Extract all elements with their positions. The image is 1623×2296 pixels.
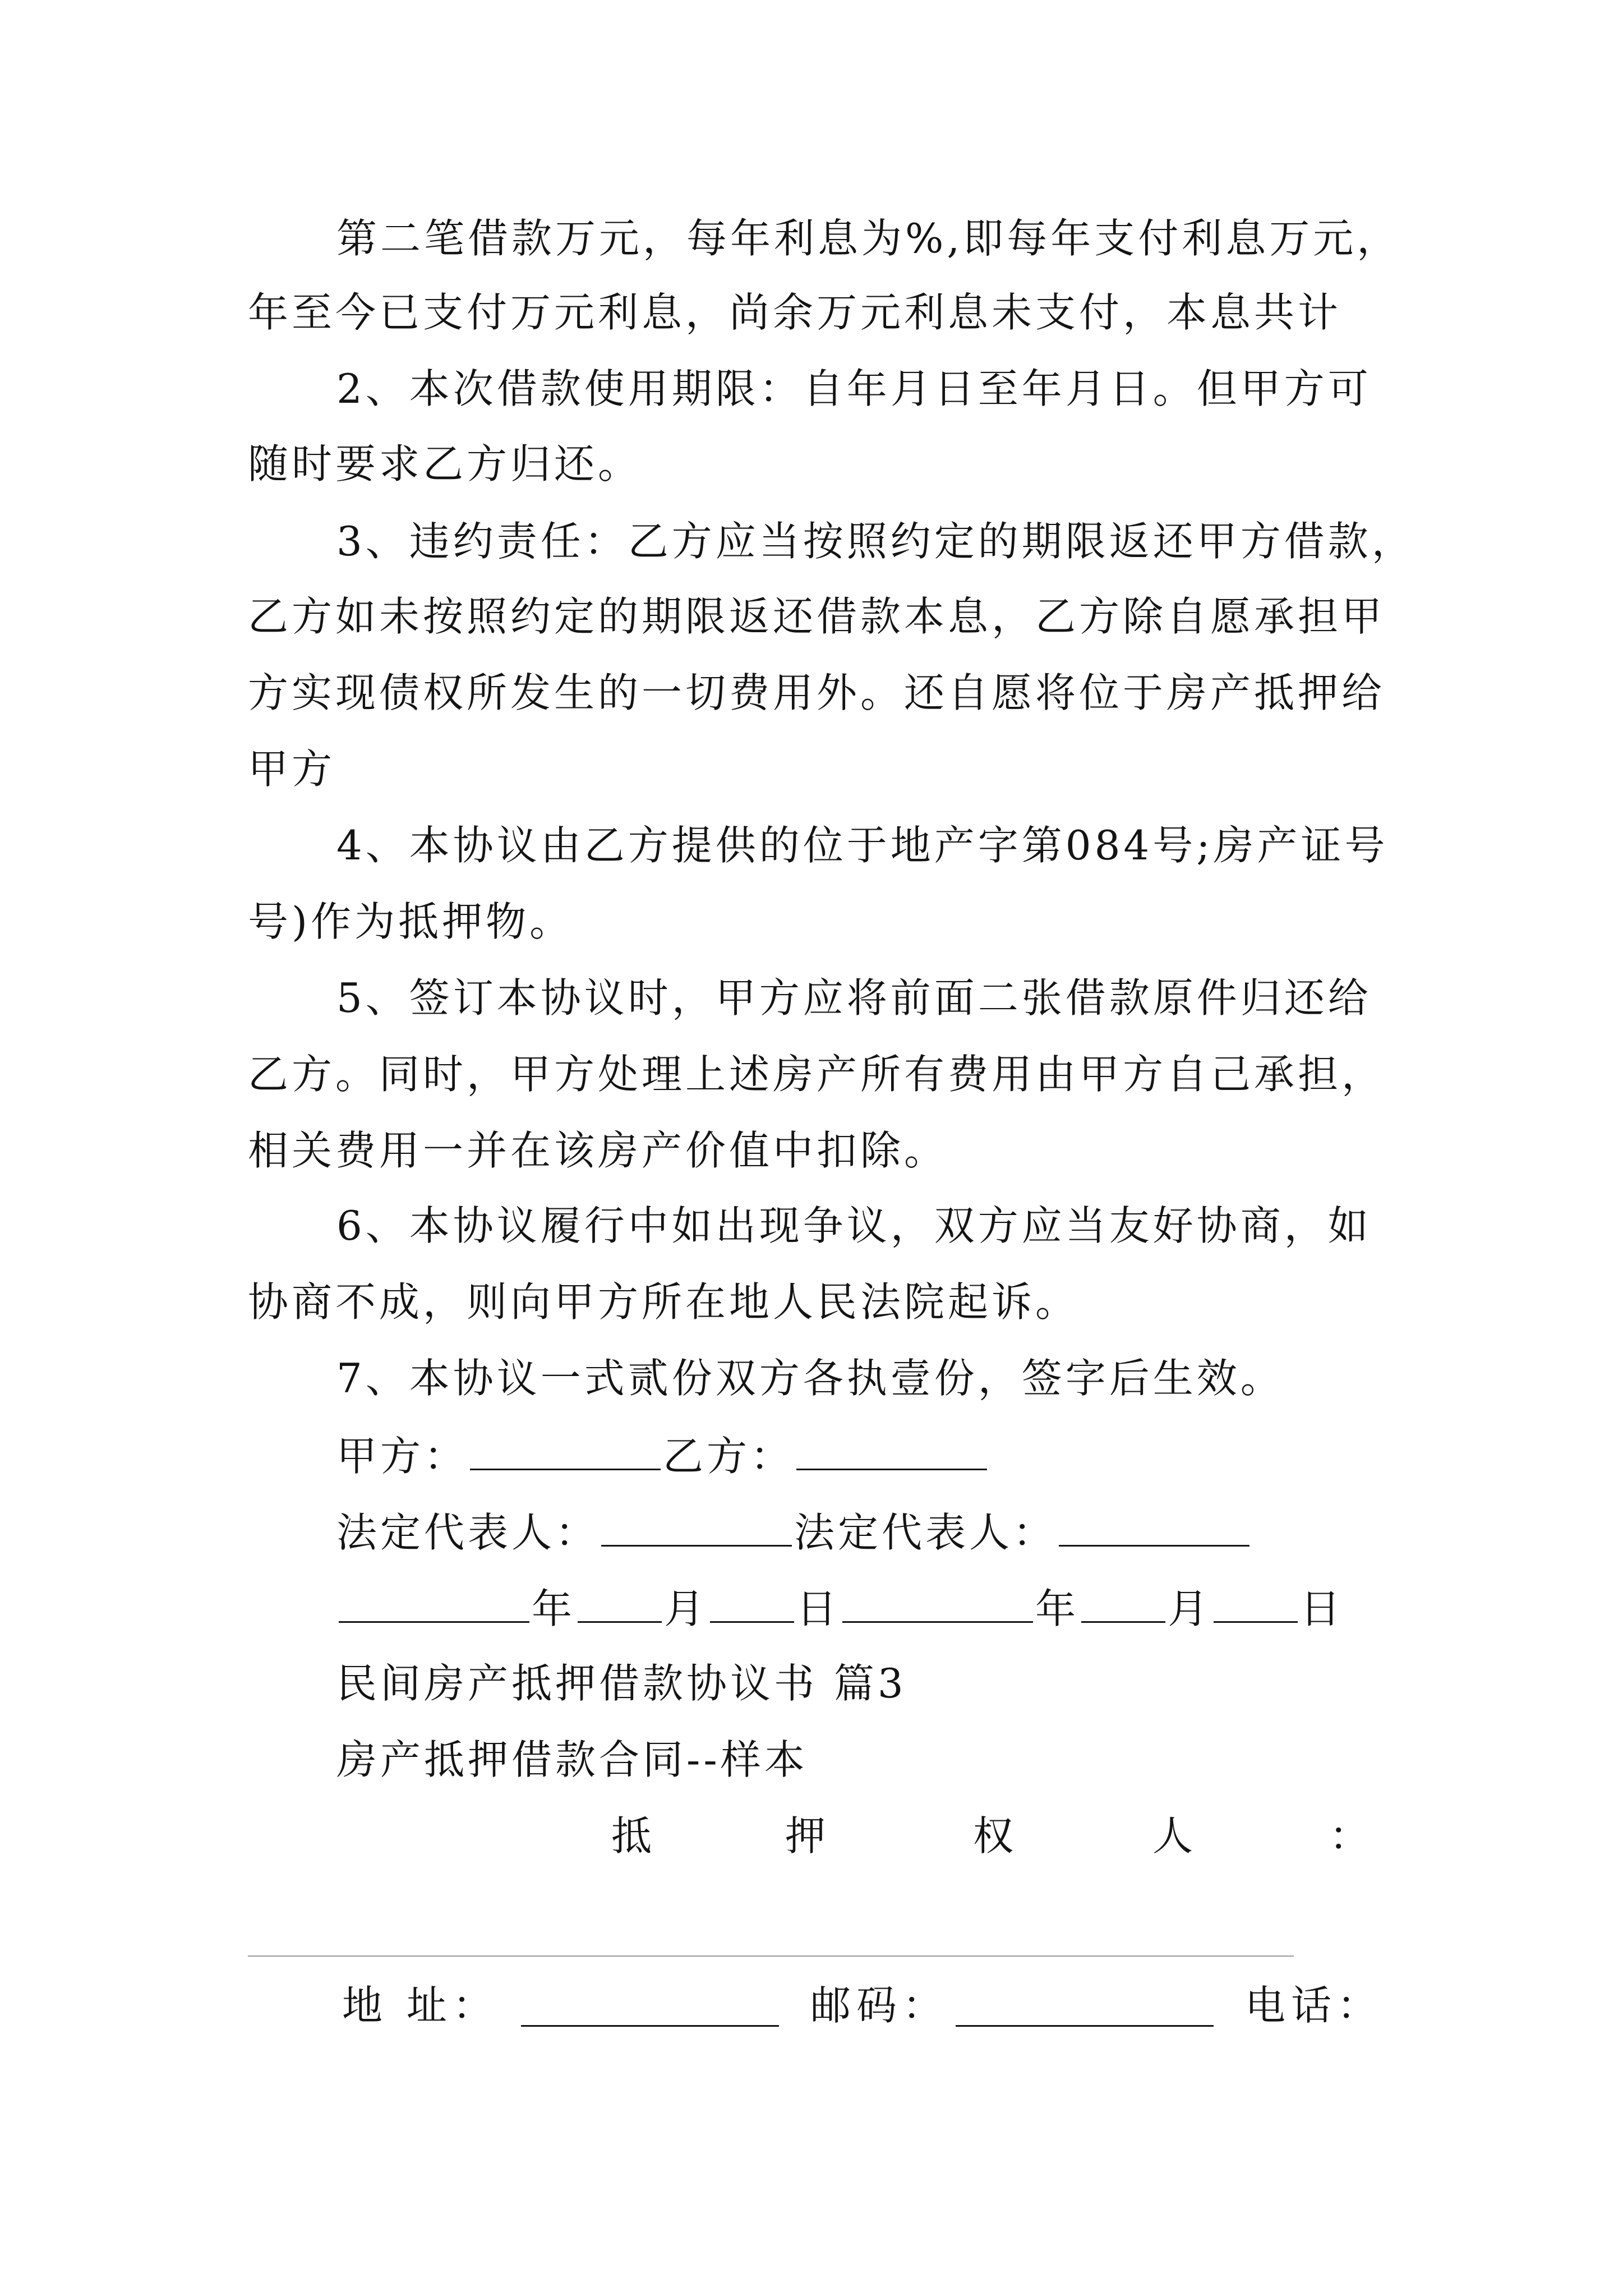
rep-b-blank[interactable] — [1059, 1506, 1249, 1547]
paragraph-line: 甲方 — [248, 746, 336, 793]
contract-title: 房产抵押借款合同--样本 — [336, 1736, 808, 1783]
year-label: 年 — [1035, 1585, 1080, 1632]
day-b-blank[interactable] — [1214, 1582, 1298, 1623]
paragraph-line: 2、本次借款使用期限：自年月日至年月日。但甲方可 — [336, 365, 1372, 412]
paragraph-line: 5、签订本协议时，甲方应将前面二张借款原件归还给 — [336, 974, 1372, 1022]
rep-b-label: 法定代表人： — [794, 1509, 1057, 1556]
paragraph-line: 相关费用一并在该房产价值中扣除。 — [248, 1127, 948, 1174]
year-a-blank[interactable] — [339, 1582, 529, 1623]
paragraph-line: 协商不成，则向甲方所在地人民法院起诉。 — [248, 1278, 1080, 1326]
paragraph-line: 年至今已支付万元利息，尚余万元利息未支付，本息共计 — [248, 289, 1342, 336]
party-b-blank[interactable] — [796, 1429, 987, 1470]
postcode-blank[interactable] — [956, 1985, 1214, 2027]
day-label: 日 — [1300, 1585, 1344, 1632]
postcode-label: 邮码： — [810, 1982, 949, 2029]
party-a-blank[interactable] — [470, 1429, 661, 1470]
paragraph-line: 4、本协议由乙方提供的位于地产字第084号;房产证号 — [336, 822, 1389, 869]
signature-representatives — [336, 1506, 1252, 1556]
month-a-blank[interactable] — [578, 1582, 662, 1623]
paragraph-line: 第二笔借款万元，每年利息为%,即每年支付利息万元， — [336, 215, 1401, 262]
mortgagee-char: 抵 — [611, 1812, 652, 1860]
signature-dates — [336, 1582, 1344, 1632]
paragraph-line: 乙方。同时，甲方处理上述房产所有费用由甲方自己承担， — [248, 1051, 1386, 1098]
paragraph-line: 3、违约责任：乙方应当按照约定的期限返还甲方借款， — [336, 518, 1415, 565]
paragraph-line: 随时要求乙方归还。 — [248, 440, 642, 487]
paragraph-line: 方实现债权所发生的一切费用外。还自愿将位于房产抵押给 — [248, 669, 1386, 716]
party-b-label: 乙方： — [663, 1433, 795, 1480]
rep-a-label: 法定代表人： — [336, 1509, 600, 1556]
paragraph-line: 7、本协议一式贰份双方各执壹份，签字后生效。 — [336, 1355, 1284, 1402]
paragraph-line: 6、本协议履行中如出现争议，双方应当友好协商，如 — [336, 1202, 1372, 1249]
horizontal-divider — [248, 1955, 1294, 1957]
day-a-blank[interactable] — [710, 1582, 794, 1623]
section-title: 民间房产抵押借款协议书 篇3 — [336, 1660, 907, 1707]
month-b-blank[interactable] — [1081, 1582, 1165, 1623]
mortgagee-char: 押 — [785, 1812, 826, 1860]
address-label: 地 址： — [342, 1982, 499, 2029]
paragraph-line: 号)作为抵押物。 — [248, 898, 574, 945]
rep-a-blank[interactable] — [601, 1506, 792, 1547]
year-label: 年 — [532, 1585, 576, 1632]
address-blank[interactable] — [521, 1985, 779, 2027]
phone-label: 电话： — [1245, 1982, 1384, 2029]
year-b-blank[interactable] — [842, 1582, 1033, 1623]
day-label: 日 — [796, 1585, 841, 1632]
mortgagee-char: 权 — [973, 1812, 1014, 1860]
month-label: 月 — [1168, 1585, 1212, 1632]
mortgagee-char: ： — [1329, 1812, 1370, 1860]
paragraph-line: 乙方如未按照约定的期限返还借款本息，乙方除自愿承担甲 — [248, 593, 1386, 640]
month-label: 月 — [664, 1585, 708, 1632]
signature-parties — [336, 1429, 989, 1480]
mortgagee-char: 人 — [1152, 1812, 1193, 1860]
party-a-label: 甲方： — [336, 1433, 468, 1480]
